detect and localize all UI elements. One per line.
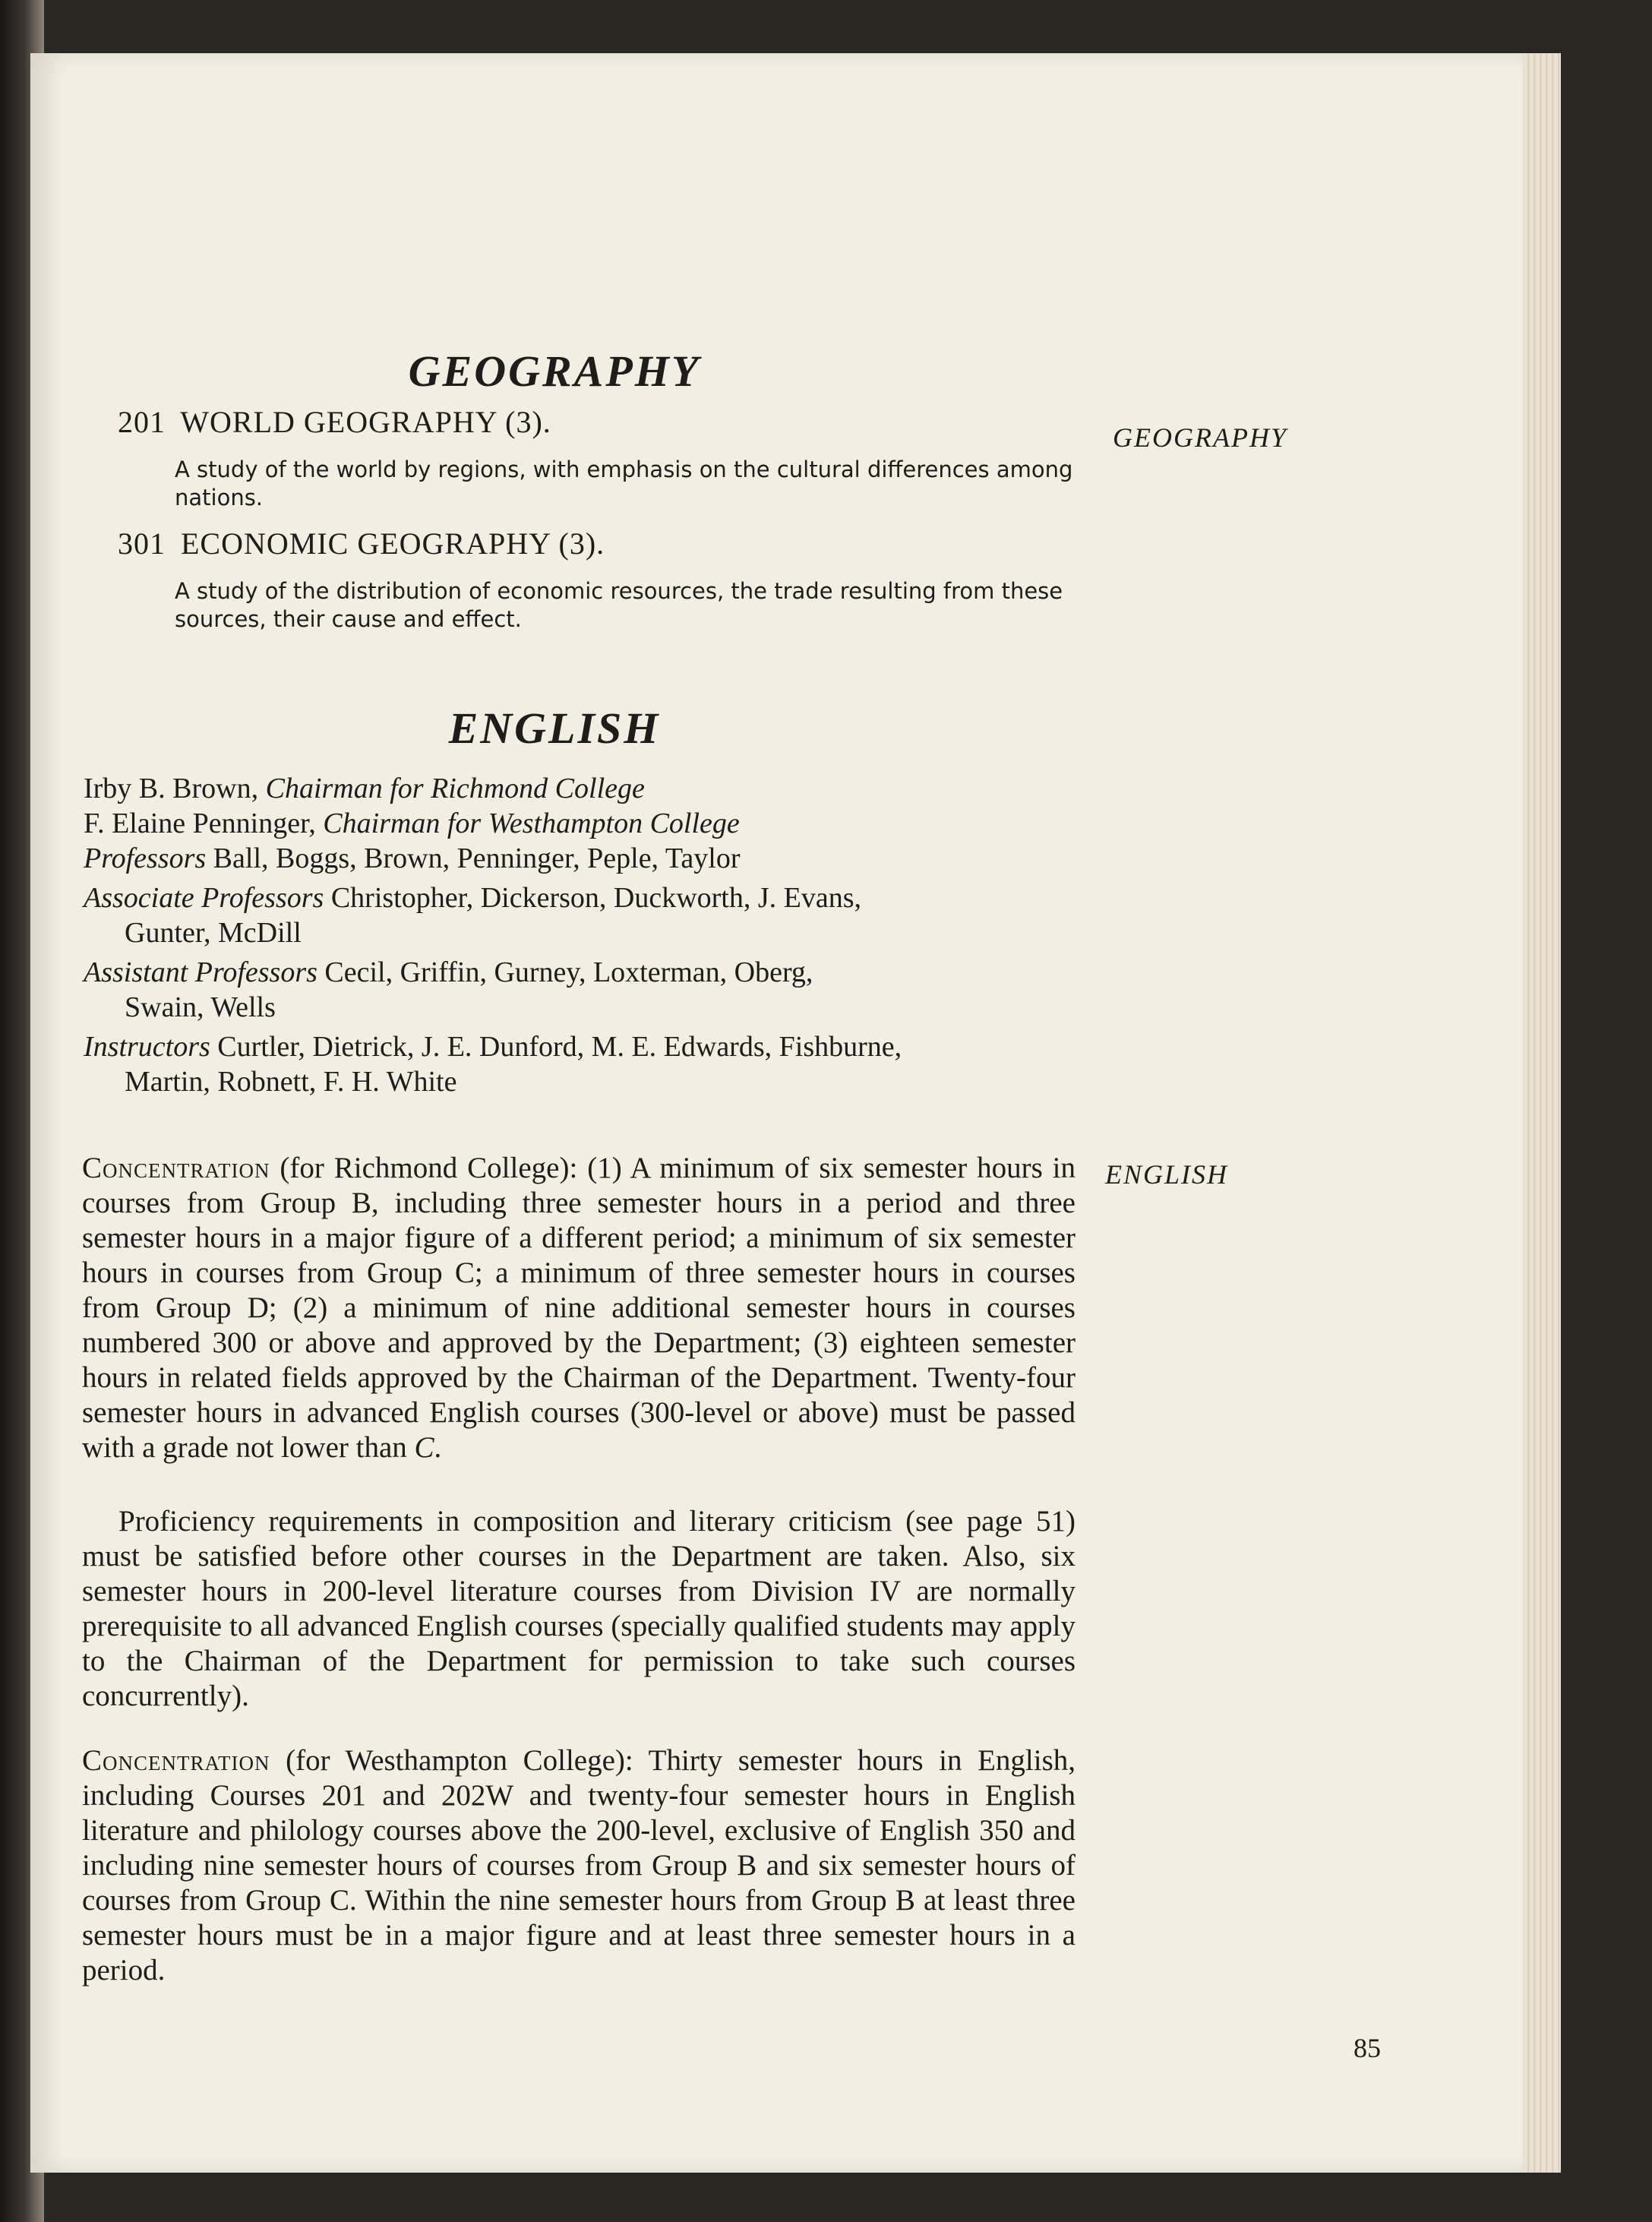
faculty-chairman-rc: Irby B. Brown, Chairman for Richmond College: [84, 773, 645, 804]
concentration-westhampton: Concentration (for Westhampton College): Thirty semester hours in English, including Courses 201 and 202W and twenty-four semester hours in English literature and philology courses above the 200-level, exclusive of English 350 and including nine semester hours of courses from Group B and six semester hours of courses from Group C. Within the nine semester hours from Group B at least three semester hours must be in a major figure and at least three semester hours in a period.: [82, 1744, 1076, 1987]
geography-heading: GEOGRAPHY: [408, 346, 701, 396]
margin-heading-english: ENGLISH: [1105, 1159, 1229, 1190]
faculty-assistant-professors: Assistant Professors Cecil, Griffin, Gurney, Loxterman, Oberg, Swain, Wells: [84, 956, 813, 1023]
course-title: ECONOMIC GEOGRAPHY (3).: [181, 526, 605, 561]
course-title: WORLD GEOGRAPHY (3).: [180, 405, 551, 439]
faculty-chairman-wc: F. Elaine Penninger, Chairman for Westhampton College: [84, 808, 740, 839]
course-number: 301: [118, 526, 166, 561]
concentration-label: Concentration: [82, 1152, 270, 1184]
concentration-label: Concentration: [82, 1744, 270, 1777]
course-description: A study of the distribution of economic resources, the trade resulting from these sources, their cause and effect.: [175, 578, 1063, 632]
faculty-instructors: Instructors Curtler, Dietrick, J. E. Dunford, M. E. Edwards, Fishburne, Martin, Robnett, F. H. White: [84, 1031, 902, 1098]
english-heading: ENGLISH: [448, 703, 661, 753]
faculty-associate-professors: Associate Professors Christopher, Dickerson, Duckworth, J. Evans, Gunter, McDill: [84, 882, 862, 949]
book-page: [30, 53, 1523, 2173]
proficiency-paragraph: Proficiency requirements in composition and literary criticism (see page 51) must be satisfied before other courses in the Department are taken. Also, six semester hours in 200-level literature courses from Division IV are normally prerequisite to all advanced English courses (specially qualified students may apply to the Chairman of the Department for permission to take such courses concurrently).: [82, 1505, 1076, 1712]
concentration-richmond: Concentration (for Richmond College): (1) A minimum of six semester hours in courses from Group B, including three semester hours in a period and three semester hours in a major figure of a different period; a minimum of six semester hours in courses from Group C; a minimum of three semester hours in courses from Group D; (2) a minimum of nine additional semester hours in courses numbered 300 or above and approved by the Department; (3) eighteen semester hours in related fields approved by the Chairman of the Department. Twenty-four semester hours in advanced English courses (300-level or above) must be passed with a grade not lower than C.: [82, 1152, 1076, 1464]
course-201: [118, 404, 551, 440]
page-number: 85: [1354, 2033, 1381, 2063]
course-number: 201: [118, 405, 166, 439]
course-description: A study of the world by regions, with emphasis on the cultural differences among nations.: [175, 457, 1073, 510]
course-301: [118, 526, 605, 561]
margin-heading-geography: GEOGRAPHY: [1113, 422, 1287, 453]
faculty-professors: Professors Ball, Boggs, Brown, Penninger, Peple, Taylor: [84, 842, 741, 874]
faculty-list: [84, 771, 1124, 1099]
